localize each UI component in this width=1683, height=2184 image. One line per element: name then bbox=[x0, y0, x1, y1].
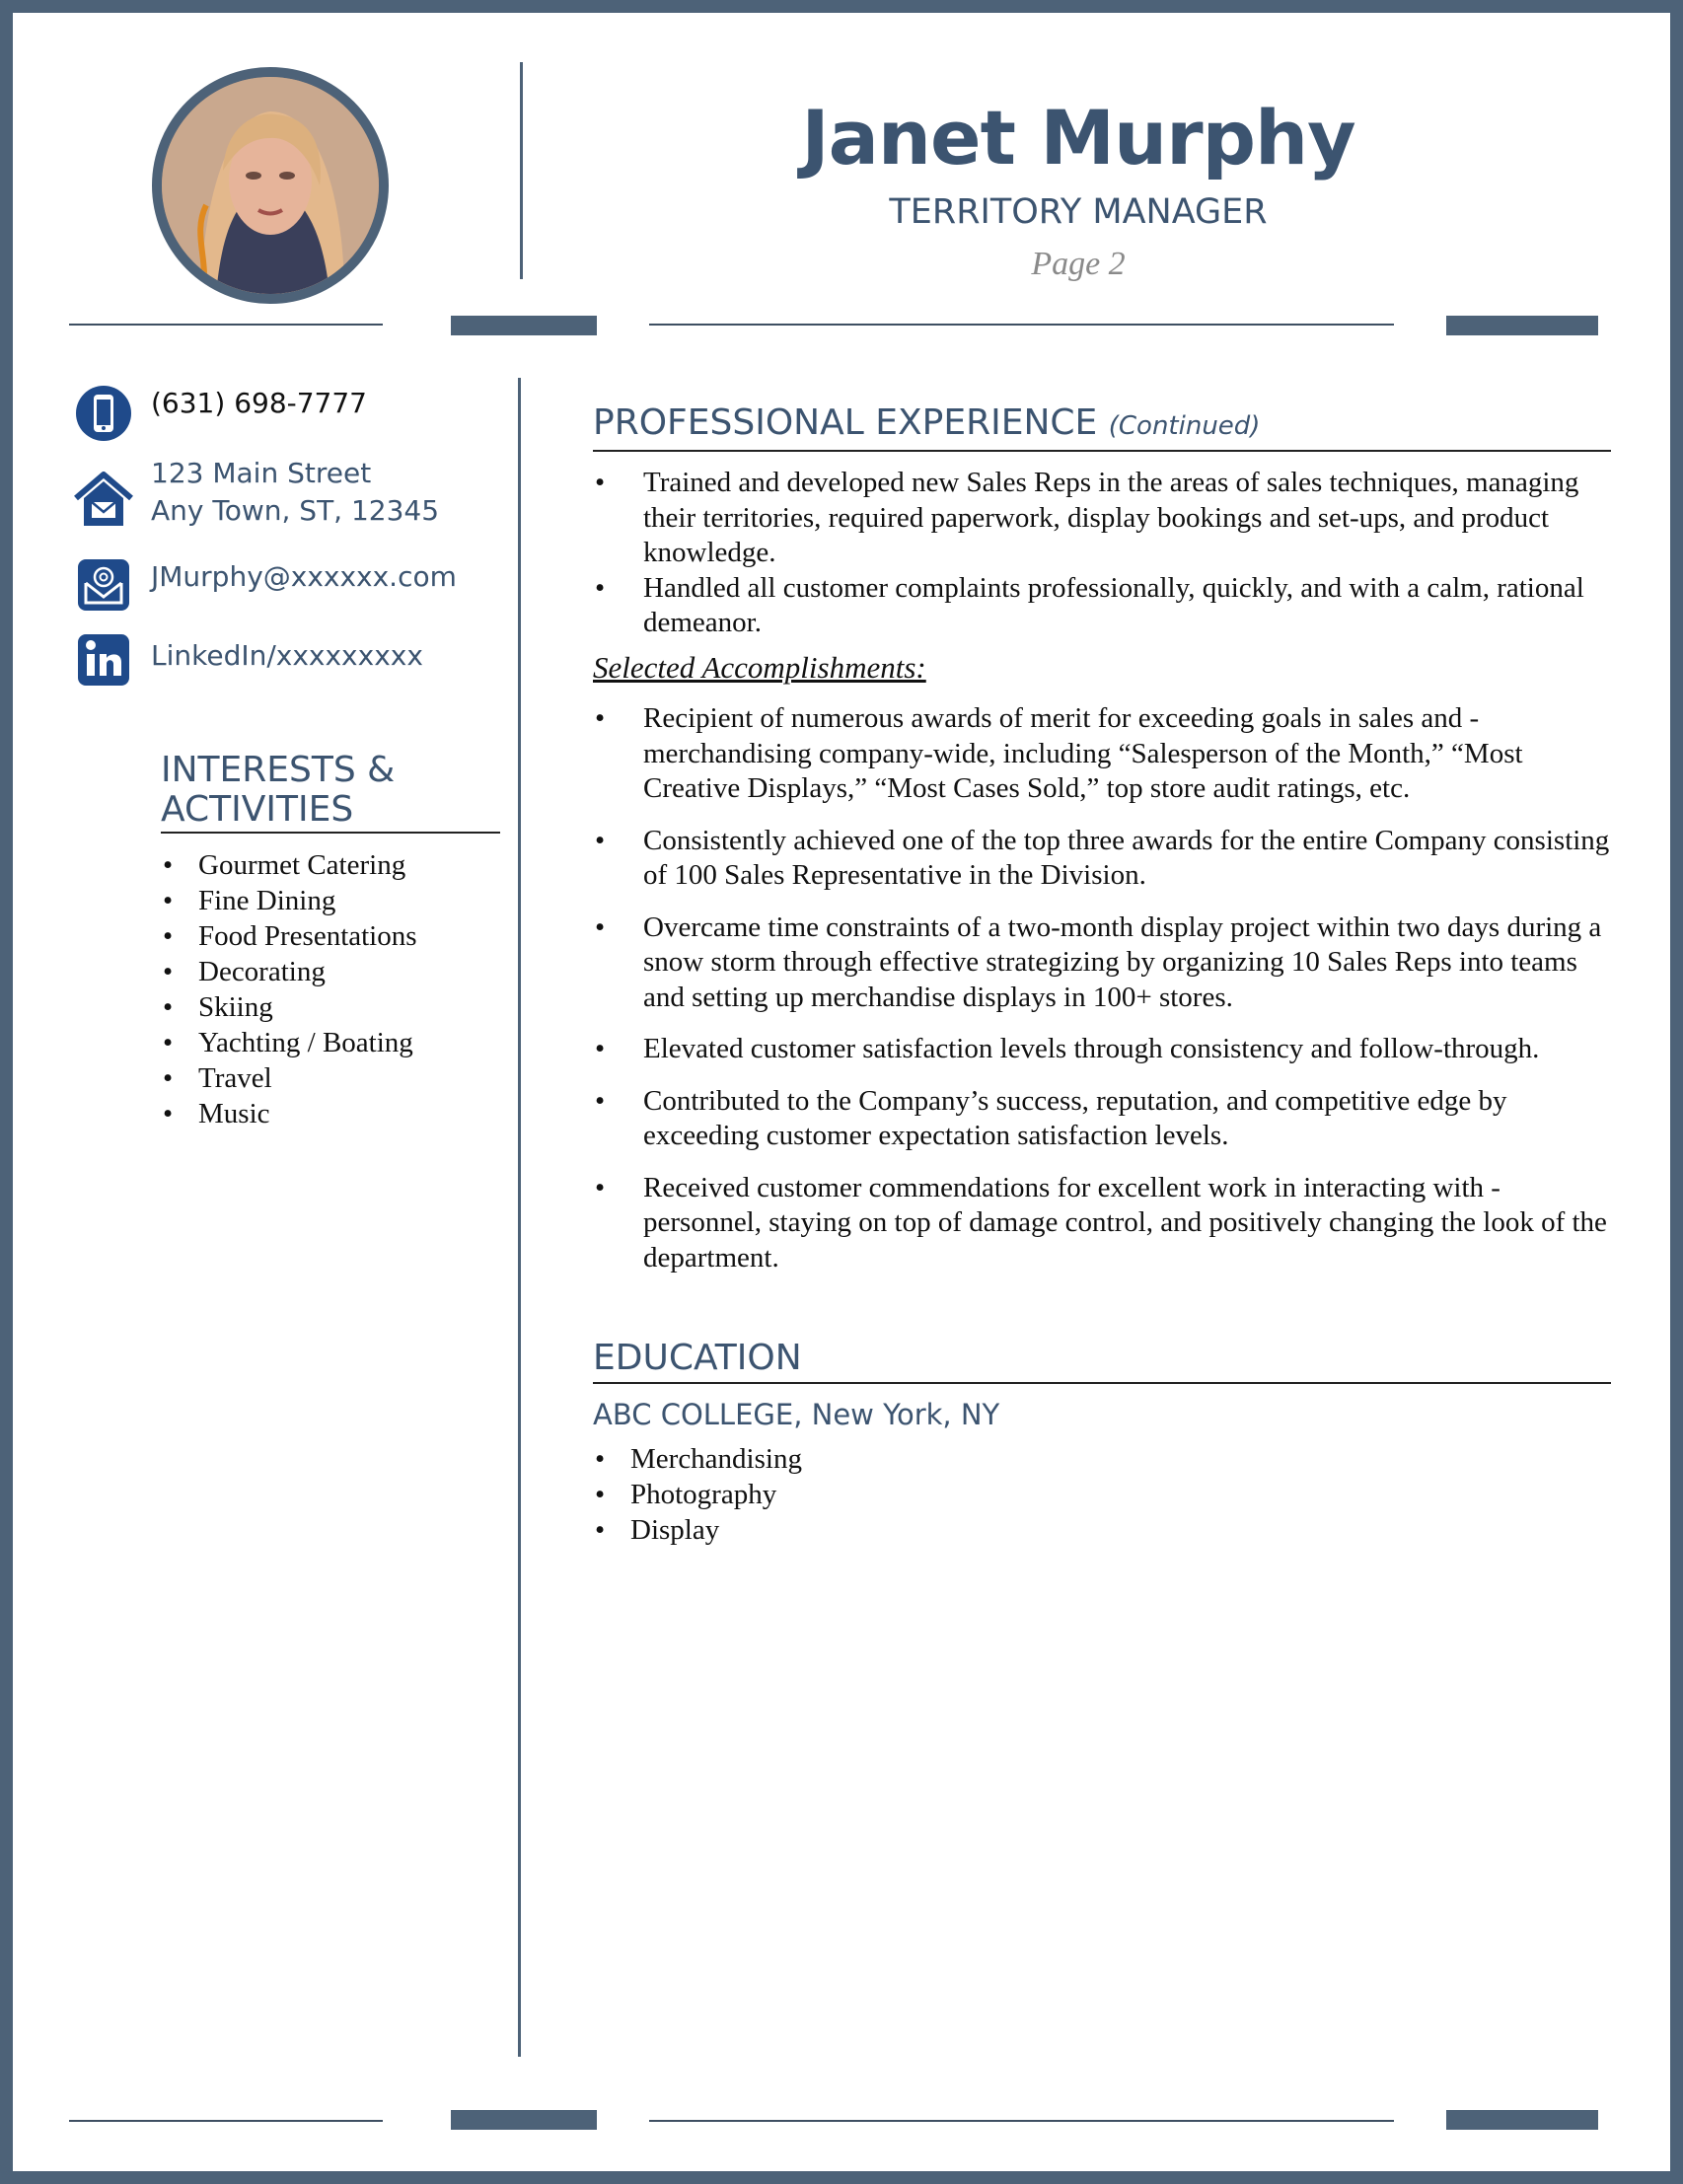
bottom-bar-right bbox=[1446, 2110, 1598, 2130]
contact-email bbox=[72, 553, 457, 617]
list-item: • Elevated customer satisfaction levels through consistency and follow-through. bbox=[593, 1032, 1611, 1067]
list-item: • Food Presentations bbox=[161, 918, 417, 954]
interests-heading-line1: INTERESTS & bbox=[161, 750, 396, 790]
linkedin-icon bbox=[72, 628, 135, 692]
job-title: TERRITORY MANAGER bbox=[889, 192, 1268, 232]
list-item: • Trained and developed new Sales Reps in the areas of sales techniques, managing their territories, required paperwork, display bookings and set-ups, and product knowledge. bbox=[593, 466, 1611, 571]
address-line1: 123 Main Street bbox=[151, 457, 372, 489]
top-rule-right bbox=[649, 324, 1394, 326]
education-list bbox=[593, 1441, 802, 1548]
contact-linkedin bbox=[72, 628, 423, 692]
accomplishments-list bbox=[593, 701, 1611, 1292]
profile-photo-frame bbox=[152, 67, 389, 304]
house-icon bbox=[72, 469, 135, 532]
interests-heading-line2: ACTIVITIES bbox=[161, 789, 354, 830]
list-item: • Gourmet Catering bbox=[161, 847, 417, 883]
address-block bbox=[151, 455, 439, 530]
education-heading: EDUCATION bbox=[593, 1337, 1611, 1384]
list-item: • Handled all customer complaints professionally, quickly, and with a calm, rational demeanor. bbox=[593, 571, 1611, 641]
list-item: • Merchandising bbox=[593, 1441, 802, 1477]
list-item: • Travel bbox=[161, 1060, 417, 1096]
list-item: • Decorating bbox=[161, 954, 417, 989]
list-item: • Yachting / Boating bbox=[161, 1025, 417, 1060]
list-item: • Consistently achieved one of the top three awards for the entire Company consisting of 100 Sales Representative in the Division. bbox=[593, 824, 1611, 894]
contact-phone bbox=[72, 382, 367, 445]
profile-photo bbox=[162, 77, 379, 294]
page-number-label: Page 2 bbox=[1031, 246, 1126, 282]
linkedin-link[interactable]: LinkedIn/xxxxxxxxx bbox=[151, 639, 423, 672]
bottom-rule-left bbox=[69, 2120, 383, 2122]
phone-text[interactable]: (631) 698-7777 bbox=[151, 387, 367, 419]
list-item: • Fine Dining bbox=[161, 883, 417, 918]
interests-heading bbox=[161, 751, 500, 834]
experience-continued-label: (Continued) bbox=[1108, 411, 1261, 441]
bottom-rule-right bbox=[649, 2120, 1394, 2122]
list-item: • Overcame time constraints of a two-month display project within two days during a snow storm through effective strategizing by organizing 10 Sales Reps into teams and setting up merchandise displays in 100+ stores. bbox=[593, 910, 1611, 1016]
email-link[interactable]: JMurphy@xxxxxx.com bbox=[151, 560, 457, 593]
list-item: • Recipient of numerous awards of merit for exceeding goals in sales and - merchandising company-wide, including “Salesperson of the Month,” “Most Creative Displays,” “Most Cases Sold,” top store audit ratings, etc. bbox=[593, 701, 1611, 807]
header-divider bbox=[520, 62, 523, 279]
email-icon bbox=[72, 553, 135, 617]
list-item: • Contributed to the Company’s success, reputation, and competitive edge by exceeding customer expectation satisfaction levels. bbox=[593, 1084, 1611, 1154]
column-divider bbox=[518, 378, 521, 2057]
list-item: • Display bbox=[593, 1512, 802, 1548]
candidate-name: Janet Murphy bbox=[801, 94, 1355, 182]
list-item: • Photography bbox=[593, 1477, 802, 1512]
experience-bullets bbox=[593, 466, 1611, 641]
experience-heading bbox=[593, 401, 1611, 452]
list-item: • Skiing bbox=[161, 989, 417, 1025]
top-bar-left bbox=[451, 316, 597, 335]
accomplishments-heading: Selected Accomplishments: bbox=[593, 650, 926, 685]
contact-address bbox=[72, 455, 439, 532]
top-rule-left bbox=[69, 324, 383, 326]
list-item: • Received customer commendations for excellent work in interacting with - personnel, staying on top of damage control, and positively changing the look of the department. bbox=[593, 1171, 1611, 1276]
phone-icon bbox=[72, 382, 135, 445]
school-name: ABC COLLEGE, New York, NY bbox=[593, 1398, 1000, 1431]
experience-heading-text: PROFESSIONAL EXPERIENCE bbox=[593, 402, 1098, 443]
list-item: • Music bbox=[161, 1096, 417, 1131]
address-line2: Any Town, ST, 12345 bbox=[151, 494, 440, 527]
interests-list bbox=[161, 847, 417, 1131]
top-bar-right bbox=[1446, 316, 1598, 335]
bottom-bar-left bbox=[451, 2110, 597, 2130]
